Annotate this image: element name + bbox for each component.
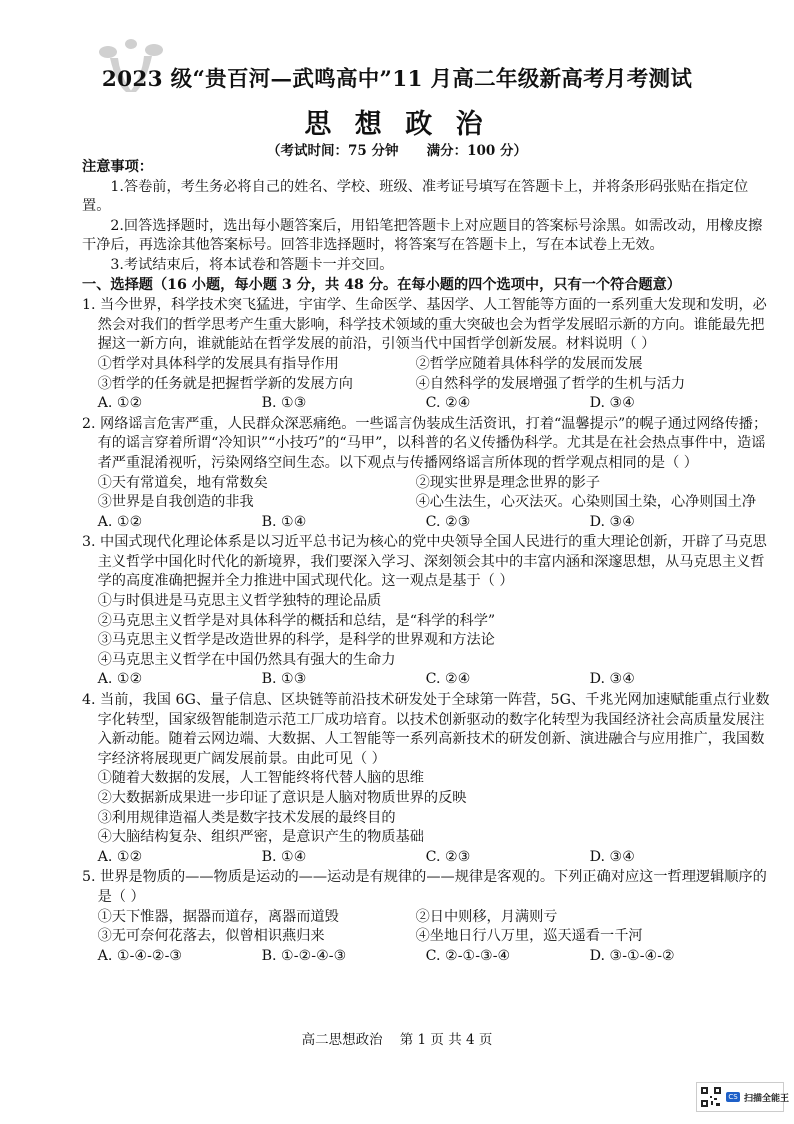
statement: ①随着大数据的发展，人工智能终将代替人脑的思维: [97, 770, 424, 787]
option-c: C. ②③: [425, 513, 471, 530]
option-a: A. ①②: [97, 395, 143, 412]
question-stem: 2. 网络谣言危害严重，人民群众深恶痛绝。一些谣言伪装成生活资讯，打着“温馨提示”的幌子通过网络传播；有的谣言穿着所谓“冷知识”“小技巧”的“马甲”，以科普的名义传播伪科学。尤其是在社会热点事件中，造谣者严重混淆视听，污染网络空间生态。以下观点与传播网络谣言所体现的哲学观点相同的是（ ）: [82, 415, 768, 471]
statement: ③无可奈何花落去，似曾相识燕归来: [97, 928, 325, 945]
subject-title: 思 想 政 治: [304, 109, 490, 140]
statement: ③世界是自我创造的非我: [97, 494, 254, 511]
notes-title: 注意事项：: [82, 159, 153, 175]
exam-content: [82, 158, 772, 966]
page-footer: 高二思想政治 第 1 页 共 4 页: [301, 1032, 493, 1048]
statement: ③利用规律造福人类是数字技术发展的最终目的: [97, 809, 396, 826]
statement-list: [82, 474, 772, 513]
option-a: A. ①-④-②-③: [97, 947, 183, 964]
option-c: C. ②-①-③-④: [425, 947, 511, 964]
question-3: [82, 533, 772, 690]
answer-options: [82, 670, 772, 690]
statement: ①与时俱进是马克思主义哲学独特的理论品质: [97, 593, 382, 610]
option-a: A. ①②: [97, 671, 143, 688]
exam-title: 2023 级“贵百河—武鸣高中”11 月高二年级新高考月考测试: [101, 67, 693, 92]
option-c: C. ②③: [425, 848, 471, 865]
question-4: [82, 691, 772, 867]
exam-meta: （考试时间：75 分钟 满分：100 分）: [266, 143, 528, 159]
statement: ②哲学应随着具体科学的发展而发展: [415, 355, 643, 372]
option-b: B. ①-②-④-③: [261, 947, 347, 964]
qr-code-icon: [700, 1086, 722, 1108]
note-item: 2.回答选择题时，选出每小题答案后，用铅笔把答题卡上对应题目的答案标号涂黑。如需改动，用橡皮擦干净后，再选涂其他答案标号。回答非选择题时，将答案写在答题卡上，写在本试卷上无效。: [82, 217, 763, 254]
camscanner-icon: CS: [726, 1092, 740, 1102]
statement: ④心生法生，心灭法灭。心染则国土染，心净则国土净: [415, 494, 757, 511]
option-a: A. ①②: [97, 848, 143, 865]
option-d: D. ③-①-④-②: [589, 947, 675, 964]
statement-list: [82, 355, 772, 394]
statement: ①天有常道矣，地有常数矣: [97, 474, 268, 491]
scanner-badge: [696, 1082, 790, 1112]
option-b: B. ①③: [261, 671, 307, 688]
statement: ④坐地日行八万里，巡天遥看一千河: [415, 928, 643, 945]
statement: ③哲学的任务就是把握哲学新的发展方向: [97, 375, 353, 392]
option-b: B. ①④: [261, 513, 307, 530]
answer-options: [82, 513, 772, 533]
question-5: [82, 868, 772, 966]
option-a: A. ①②: [97, 513, 143, 530]
statement: ②马克思主义哲学是对具体科学的概括和总结，是“科学的科学”: [97, 612, 496, 629]
statement: ①天下惟器，据器而道存，离器而道毁: [97, 908, 339, 925]
question-stem: 1. 当今世界，科学技术突飞猛进，宇宙学、生命医学、基因学、人工智能等方面的一系列重大发现和发明，必然会对我们的哲学思考产生重大影响，科学技术领域的重大突破也会为哲学发展昭示新的方向。谁能最先把握这一新方向，谁就能站在哲学发展的前沿，引领当代中国哲学创新发展。材料说明（ ）: [82, 297, 767, 353]
statement: ②大数据新成果进一步印证了意识是人脑对物质世界的反映: [97, 790, 467, 806]
question-1: [82, 296, 772, 414]
option-d: D. ③④: [589, 848, 635, 865]
option-c: C. ②④: [425, 395, 471, 412]
statement-list: [82, 908, 772, 947]
question-stem: 3. 中国式现代化理论体系是以习近平总书记为核心的党中央领导全国人民进行的重大理论创新，开辟了马克思主义哲学中国化时代化的新境界，我们要深入学习、深刻领会其中的丰富内涵和深邃思想，从马克思主义哲学的高度准确把握并全力推进中国式现代化。这一观点是基于（ ）: [82, 534, 767, 590]
statement-list: [82, 592, 772, 670]
scanner-badge-label: 扫描全能王: [744, 1093, 790, 1104]
statement: ②日中则移，月满则亏: [415, 908, 558, 925]
answer-options: [82, 848, 772, 868]
question-2: [82, 415, 772, 533]
answer-options: [82, 394, 772, 414]
answer-options: [82, 947, 772, 967]
statement: ④自然科学的发展增强了哲学的生机与活力: [415, 375, 686, 392]
section-heading: 一、选择题（16 小题，每小题 3 分，共 48 分。在每小题的四个选项中，只有一个符合题意）: [82, 276, 681, 293]
option-b: B. ①③: [261, 395, 307, 412]
statement: ①哲学对具体科学的发展具有指导作用: [97, 355, 339, 372]
option-d: D. ③④: [589, 513, 635, 530]
note-item: 3.考试结束后，将本试卷和答题卡一并交回。: [110, 256, 394, 273]
option-c: C. ②④: [425, 671, 471, 688]
option-b: B. ①④: [261, 848, 307, 865]
statement: ④大脑结构复杂、组织严密，是意识产生的物质基础: [97, 829, 424, 846]
note-item: 1.答卷前，考生务必将自己的姓名、学校、班级、准考证号填写在答题卡上，并将条形码张贴在指定位置。: [82, 178, 749, 215]
question-stem: 4. 当前，我国 6G、量子信息、区块链等前沿技术研发处于全球第一阵营，5G、千兆光网加速赋能重点行业数字化转型，国家级智能制造示范工厂成功培育。以技术创新驱动的数字化转型为我国经济社会高质量发展注入新动能。随着云网边端、大数据、人工智能等一系列高新技术的研发创新、演进融合与应用推广，我国数字经济将展现更广阔发展前景。由此可见（ ）: [82, 692, 770, 767]
question-stem: 5. 世界是物质的——物质是运动的——运动是有规律的——规律是客观的。下列正确对应这一哲理逻辑顺序的是（ ）: [82, 869, 767, 905]
statement: ②现实世界是理念世界的影子: [415, 474, 601, 491]
statement-list: [82, 769, 772, 847]
option-d: D. ③④: [589, 671, 635, 688]
statement: ③马克思主义哲学是改造世界的科学，是科学的世界观和方法论: [97, 632, 495, 649]
option-d: D. ③④: [589, 395, 635, 412]
statement: ④马克思主义哲学在中国仍然具有强大的生命力: [97, 651, 396, 668]
